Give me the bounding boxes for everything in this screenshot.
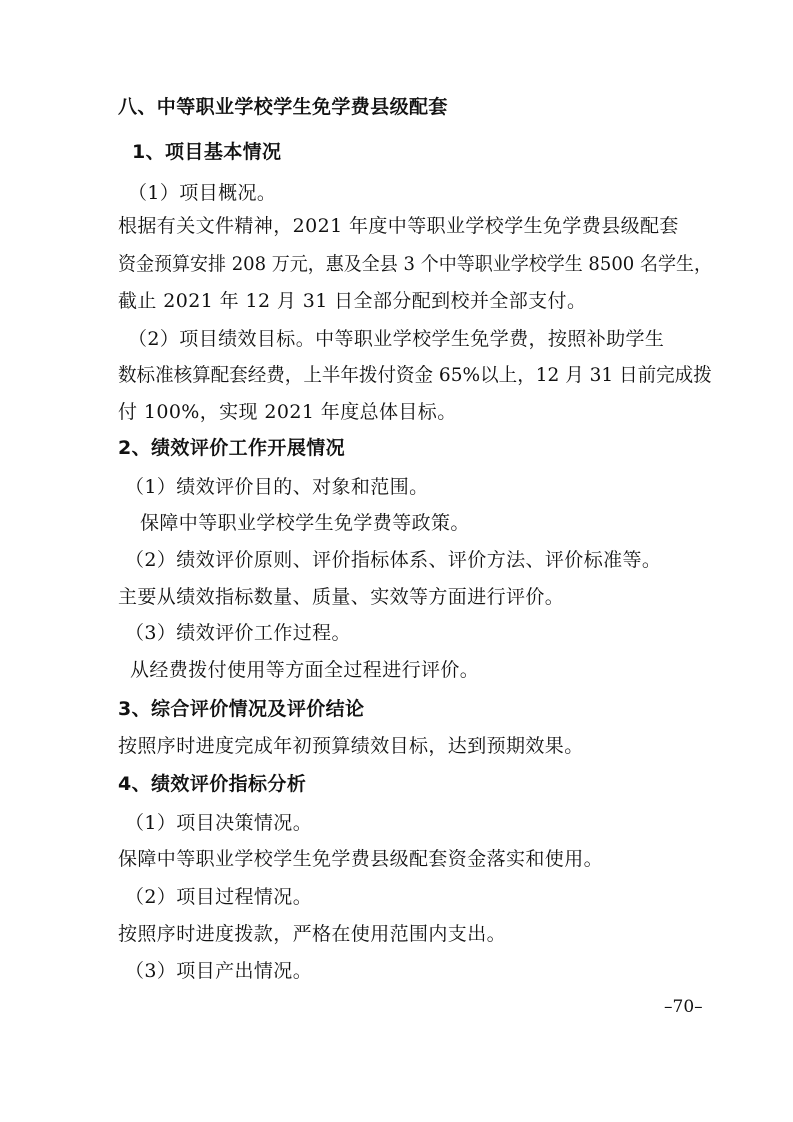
paragraph-line: （3）项目产出情况。 [125,960,313,982]
heading-indicator-analysis: 4、绩效评价指标分析 [118,773,307,795]
paragraph-line: 主要从绩效指标数量、质量、实效等方面进行评价。 [118,586,565,608]
paragraph-line: （1）项目概况。 [128,182,277,204]
paragraph-line: （2）绩效评价原则、评价指标体系、评价方法、评价标准等。 [125,549,662,571]
paragraph-line: 保障中等职业学校学生免学费县级配套资金落实和使用。 [118,848,604,870]
paragraph-line: 资金预算安排 208 万元，惠及全县 3 个中等职业学校学生 8500 名学生， [118,253,712,275]
page-number: –70– [664,997,703,1017]
paragraph-line: 按照序时进度完成年初预算绩效目标，达到预期效果。 [118,735,584,757]
paragraph-line: 付 100%，实现 2021 年度总体目标。 [118,401,457,423]
paragraph-line: （2）项目过程情况。 [125,886,313,908]
paragraph-line: 截止 2021 年 12 月 31 日全部分配到校并全部支付。 [118,290,587,312]
paragraph-line: （1）项目决策情况。 [125,812,313,834]
paragraph-line: 从经费拨付使用等方面全过程进行评价。 [130,659,480,681]
heading-evaluation-work: 2、绩效评价工作开展情况 [118,437,346,459]
heading-conclusion: 3、综合评价情况及评价结论 [118,698,365,720]
paragraph-line: 根据有关文件精神，2021 年度中等职业学校学生免学费县级配套 [118,215,679,237]
heading-basic-info: 1、项目基本情况 [132,141,282,163]
paragraph-line: （2）项目绩效目标。中等职业学校学生免学费，按照补助学生 [128,328,665,350]
paragraph-line: 按照序时进度拨款，严格在使用范围内支出。 [118,923,507,945]
paragraph-line: （3）绩效评价工作过程。 [125,622,351,644]
section-title: 八、中等职业学校学生免学费县级配套 [118,96,448,118]
paragraph-line: （1）绩效评价目的、对象和范围。 [125,476,429,498]
paragraph-line: 数标准核算配套经费，上半年拨付资金 65%以上，12 月 31 日前完成拨 [118,364,712,386]
paragraph-line: 保障中等职业学校学生免学费等政策。 [140,512,470,534]
